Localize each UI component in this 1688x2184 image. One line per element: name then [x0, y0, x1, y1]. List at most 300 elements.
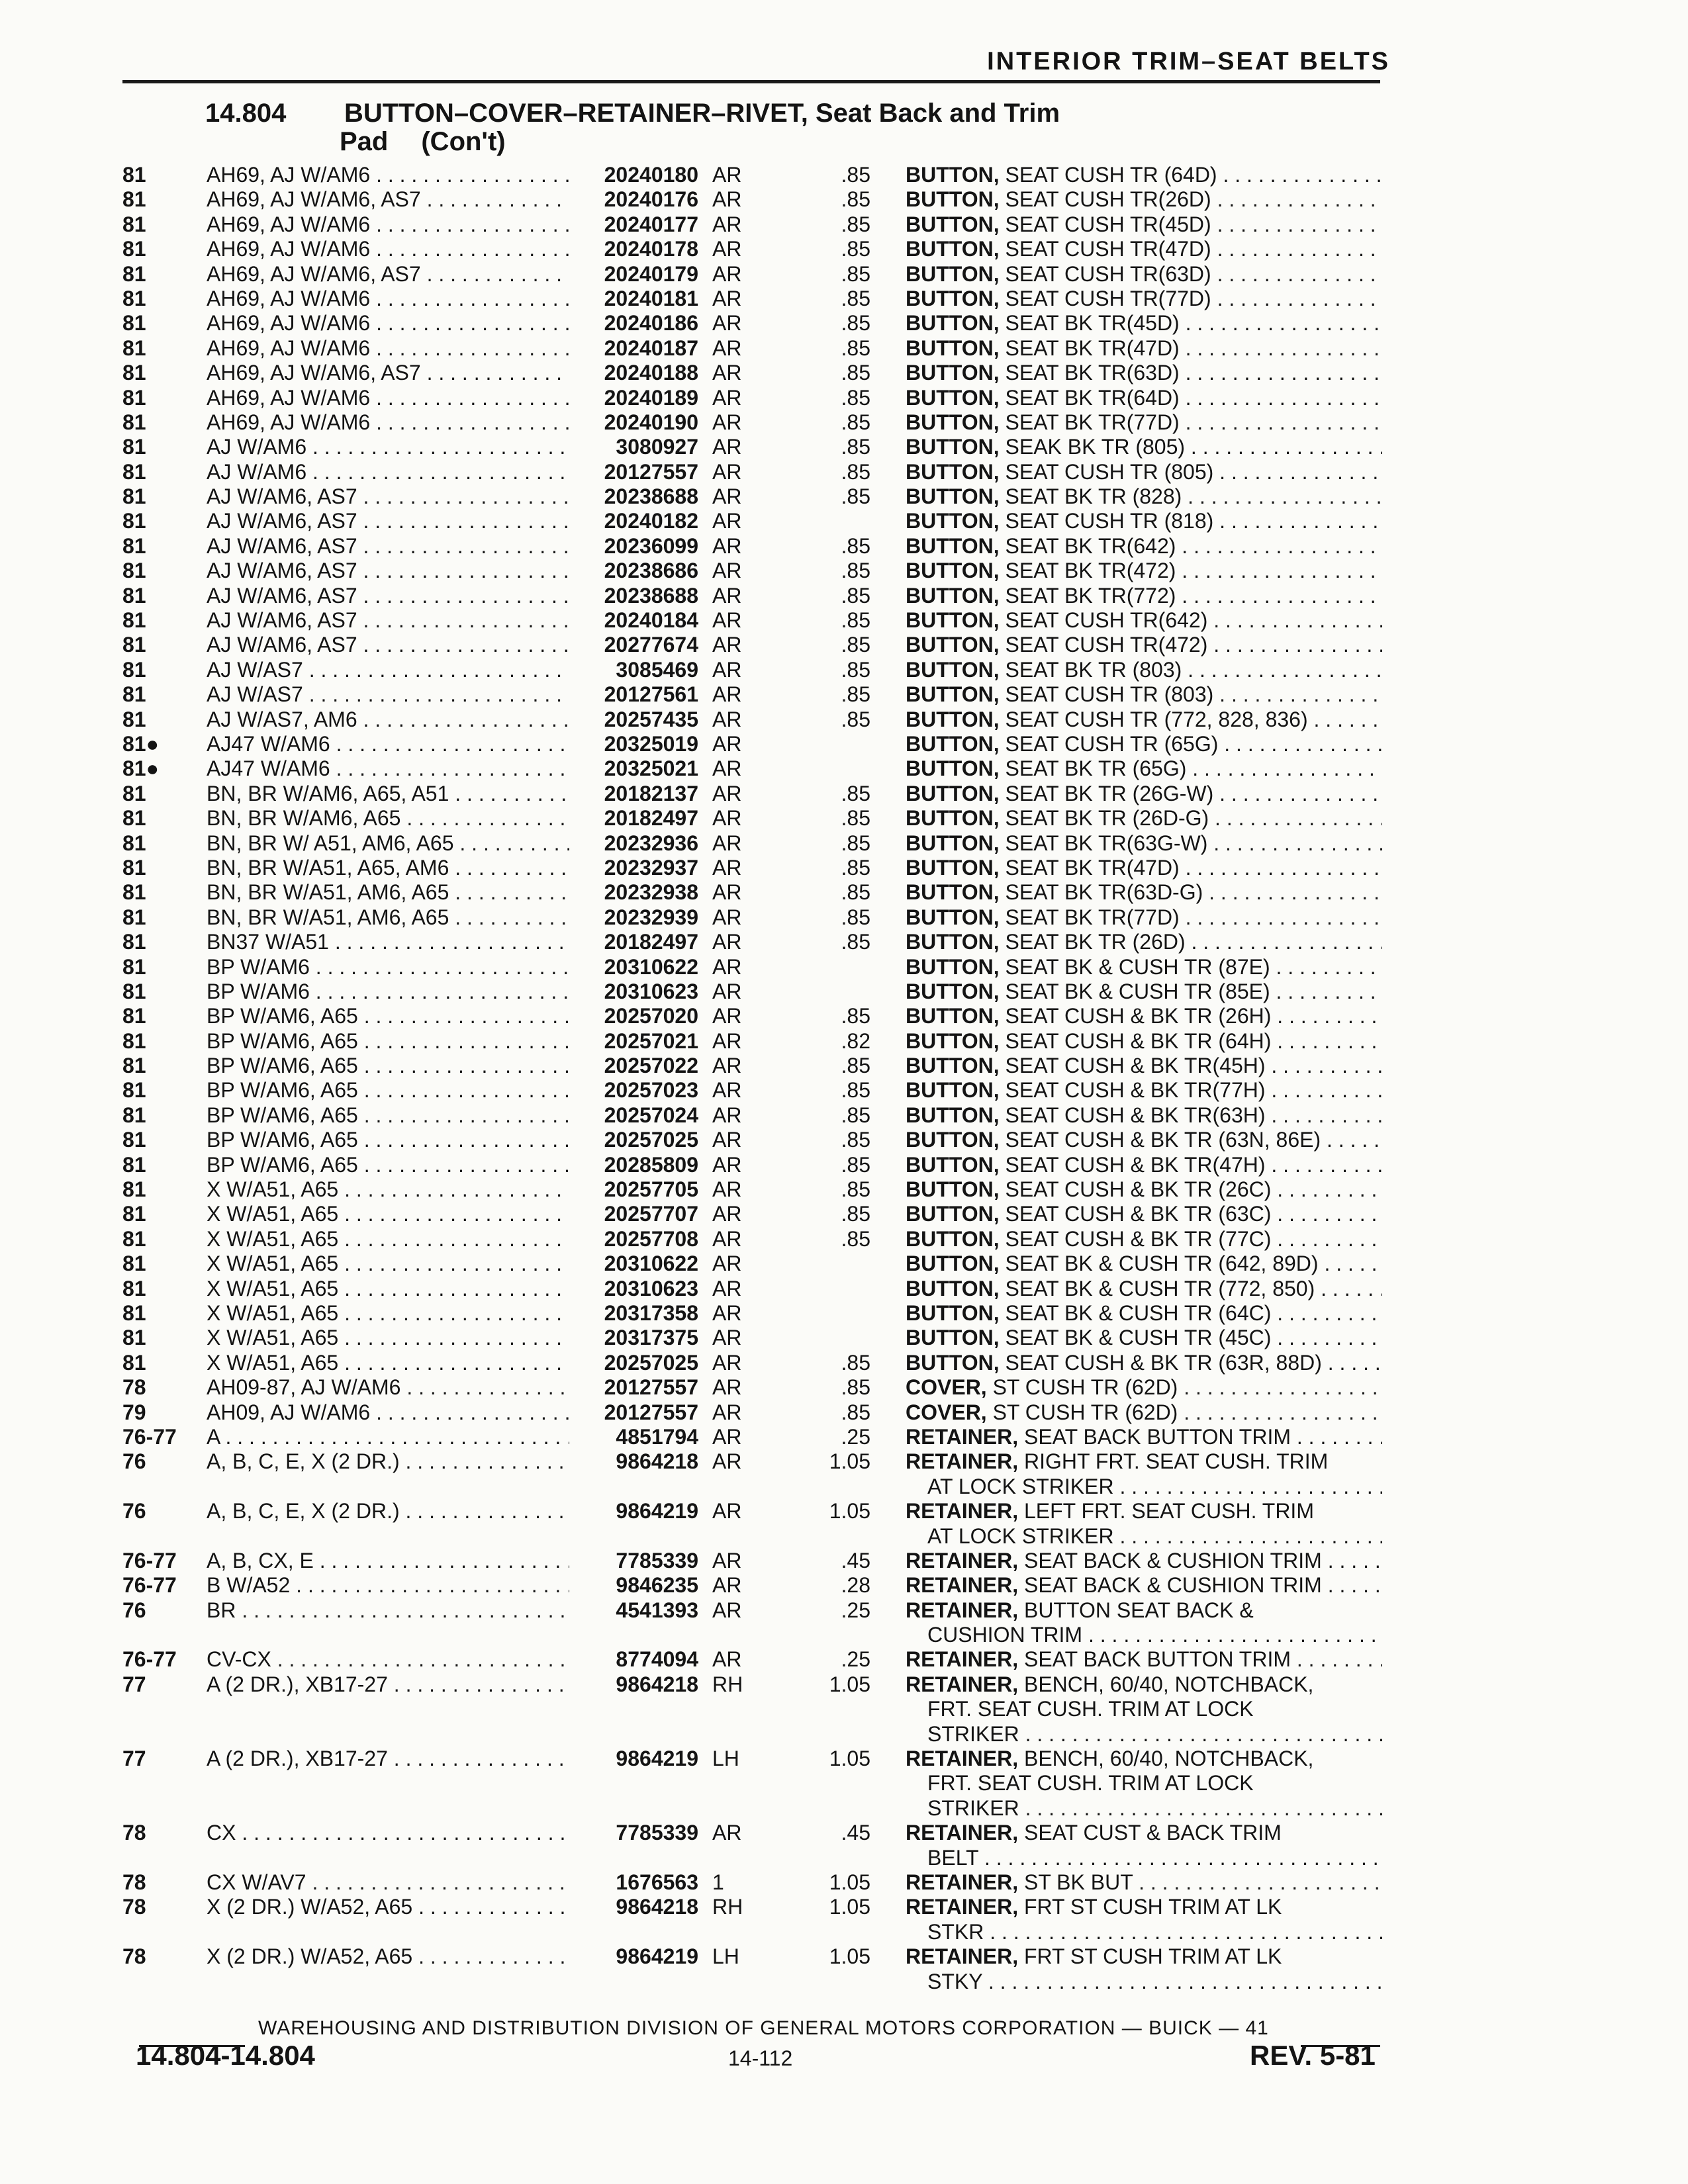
application: BP W/AM6 . . .: [207, 979, 569, 1004]
header-divider: [122, 80, 1380, 83]
application: AH69, AJ W/AM6 . . .: [207, 212, 569, 237]
figure-number: 81: [122, 1251, 146, 1276]
figure-number: 77: [122, 1672, 146, 1696]
price: .85: [841, 1103, 870, 1127]
figure-number: 81: [122, 707, 146, 731]
parts-row: [0, 559, 1688, 583]
quantity: AR: [712, 1128, 742, 1152]
quantity: AR: [712, 954, 742, 979]
description-line: [906, 1351, 1382, 1375]
quantity: AR: [712, 1028, 742, 1053]
figure-number: 78: [122, 1821, 146, 1845]
quantity: AR: [712, 1276, 742, 1300]
description-line: [906, 1202, 1382, 1226]
description: [906, 1549, 1382, 1573]
description-text: BENCH, 60/40, NOTCHBACK,: [1023, 1672, 1314, 1696]
description: [906, 1103, 1382, 1128]
description: [906, 1821, 1382, 1870]
quantity: AR: [712, 905, 742, 929]
description-line: [906, 1227, 1382, 1251]
figure-number: 81: [122, 954, 146, 979]
description-line: [906, 782, 1382, 806]
part-name: BUTTON,: [906, 1326, 1000, 1350]
description-text: SEAT BK TR(63G-W): [1005, 831, 1208, 855]
part-number: 20240178: [604, 237, 698, 261]
part-number: 20257024: [604, 1103, 698, 1127]
price: .85: [841, 880, 870, 905]
description: [906, 1054, 1382, 1078]
part-name: BUTTON,: [906, 484, 1000, 509]
part-number: 20277674: [604, 633, 698, 657]
parts-row: [0, 1647, 1688, 1672]
description: [906, 584, 1382, 608]
figure-number: 81: [122, 1028, 146, 1053]
price: .85: [841, 657, 870, 682]
description: [906, 1004, 1382, 1028]
part-number: 3080927: [616, 435, 698, 459]
description-text: ST CUSH TR (62D): [992, 1375, 1178, 1400]
description-text: AT LOCK STRIKER: [927, 1474, 1114, 1498]
quantity: AR: [712, 756, 742, 781]
figure-number: 78: [122, 1870, 146, 1895]
quantity: AR: [712, 559, 742, 583]
description: [906, 955, 1382, 979]
description-text: SEAT CUSH TR(77D): [1005, 286, 1211, 310]
description-text: SEAT BK TR(77D): [1005, 905, 1180, 929]
figure-number: 81: [122, 682, 146, 707]
description-line: [906, 262, 1382, 287]
figure-number: 81: [122, 385, 146, 410]
page-header-title: INTERIOR TRIM–SEAT BELTS: [987, 48, 1390, 75]
quantity: AR: [712, 336, 742, 360]
part-name: BUTTON,: [906, 311, 1000, 336]
parts-row: [0, 386, 1688, 410]
description: [906, 1326, 1382, 1350]
part-number: 7785339: [616, 1821, 698, 1845]
description-line: [906, 1623, 1382, 1647]
parts-row: [0, 1351, 1688, 1375]
application: X W/A51, A65 . . .: [207, 1251, 569, 1276]
parts-row: [0, 336, 1688, 361]
quantity: AR: [712, 1326, 742, 1350]
quantity: AR: [712, 163, 742, 187]
application: AH09-87, AJ W/AM6 . . .: [207, 1375, 569, 1400]
description-line: [906, 658, 1382, 682]
description-text: SEAT CUSH & BK TR (63R, 88D): [1005, 1350, 1322, 1375]
description-line: [906, 534, 1382, 559]
description-text: SEAT CUSH & BK TR(63H): [1005, 1103, 1266, 1127]
description-line: [906, 1029, 1382, 1054]
description-text: SEAT BK TR(63D): [1005, 361, 1180, 385]
figure-number: 81: [122, 806, 146, 831]
description-line: [906, 410, 1382, 435]
description-line: [906, 1475, 1382, 1499]
figure-number: 81: [122, 657, 146, 682]
part-name: BUTTON,: [906, 1152, 1000, 1177]
application: AH09, AJ W/AM6 . . .: [207, 1400, 569, 1425]
quantity: AR: [712, 608, 742, 633]
quantity: AR: [712, 410, 742, 434]
price: .85: [841, 1375, 870, 1400]
figure-number: 81: [122, 855, 146, 880]
figure-number: 79: [122, 1400, 146, 1424]
application: BP W/AM6, A65 . . .: [207, 1128, 569, 1152]
part-number: 1676563: [616, 1870, 698, 1895]
description: [906, 287, 1382, 311]
figure-number: 81: [122, 1177, 146, 1202]
application: BP W/AM6, A65 . . .: [207, 1054, 569, 1078]
parts-row: [0, 633, 1688, 657]
description-line: [906, 930, 1382, 954]
description-text: ST CUSH TR (62D): [992, 1400, 1178, 1424]
quantity: AR: [712, 1350, 742, 1375]
description: [906, 608, 1382, 633]
part-name: BUTTON,: [906, 831, 1000, 855]
part-number: 20232939: [604, 905, 698, 929]
quantity: AR: [712, 633, 742, 657]
description-text: BELT: [927, 1845, 979, 1870]
quantity: AR: [712, 1152, 742, 1177]
figure-number: 76-77: [122, 1647, 177, 1672]
description: [906, 386, 1382, 410]
part-number: 20182497: [604, 806, 698, 831]
application: AH69, AJ W/AM6 . . .: [207, 237, 569, 261]
figure-number: 81: [122, 583, 146, 608]
description-line: [906, 435, 1382, 459]
description: [906, 212, 1382, 237]
part-number: 9846235: [616, 1573, 698, 1598]
description-text: SEAT CUSH TR(472): [1005, 633, 1208, 657]
description-line: [906, 979, 1382, 1004]
parts-row: [0, 1128, 1688, 1152]
part-number: 8774094: [616, 1647, 698, 1672]
description-line: [906, 707, 1382, 732]
part-number: 9864219: [616, 1499, 698, 1524]
description-line: [906, 1970, 1382, 1994]
description-text: SEAT BK & CUSH TR (85E): [1005, 979, 1270, 1003]
parts-row: [0, 212, 1688, 237]
description-line: [906, 1895, 1382, 1919]
description: [906, 509, 1382, 533]
description: [906, 534, 1382, 559]
description: [906, 1029, 1382, 1054]
part-number: 7785339: [616, 1548, 698, 1572]
part-number: 9864218: [616, 1672, 698, 1696]
price: .85: [841, 905, 870, 929]
application: AH69, AJ W/AM6, AS7 . . .: [207, 262, 569, 287]
application: A, B, C, E, X (2 DR.) . . .: [207, 1499, 569, 1524]
quantity: LH: [712, 1747, 739, 1771]
figure-number: 81: [122, 286, 146, 310]
quantity: AR: [712, 707, 742, 731]
part-number: 20240188: [604, 361, 698, 385]
price: .85: [841, 533, 870, 558]
price: .45: [841, 1548, 870, 1572]
description: [906, 1351, 1382, 1375]
description-line: [906, 386, 1382, 410]
figure-number: 78: [122, 1895, 146, 1919]
description-line: [906, 1821, 1382, 1845]
parts-row: [0, 979, 1688, 1004]
description: [906, 633, 1382, 657]
price: .25: [841, 1424, 870, 1449]
application: AJ W/AS7, AM6 . . .: [207, 707, 569, 732]
description-line: [906, 1277, 1382, 1301]
part-number: 20127557: [604, 459, 698, 484]
price: .85: [841, 806, 870, 831]
application: AH69, AJ W/AM6, AS7 . . .: [207, 187, 569, 212]
parts-row: [0, 534, 1688, 559]
part-name: BUTTON,: [906, 682, 1000, 707]
part-name: RETAINER,: [906, 1870, 1019, 1895]
description: [906, 1598, 1382, 1648]
part-number: 9864218: [616, 1895, 698, 1919]
parts-row: [0, 1549, 1688, 1573]
price: .85: [841, 237, 870, 261]
part-number: 20238688: [604, 583, 698, 608]
part-number: 9864218: [616, 1449, 698, 1474]
part-number: 20236099: [604, 533, 698, 558]
application: AJ W/AM6 . . .: [207, 460, 569, 484]
description-line: [906, 1251, 1382, 1276]
description-line: [906, 361, 1382, 385]
parts-row: [0, 187, 1688, 212]
price: .85: [841, 361, 870, 385]
description-text: SEAT BK TR(772): [1005, 583, 1176, 608]
part-name: BUTTON,: [906, 1078, 1000, 1103]
quantity: AR: [712, 385, 742, 410]
application: AH69, AJ W/AM6 . . .: [207, 410, 569, 435]
price: .85: [841, 187, 870, 212]
part-name: RETAINER,: [906, 1573, 1019, 1598]
part-number: 20240176: [604, 187, 698, 212]
application: AH69, AJ W/AM6 . . .: [207, 336, 569, 361]
part-number: 20257022: [604, 1054, 698, 1078]
price: .85: [841, 212, 870, 236]
parts-row: [0, 856, 1688, 880]
figure-number: 76: [122, 1499, 146, 1524]
application: AJ W/AS7 . . .: [207, 682, 569, 707]
parts-row: [0, 1821, 1688, 1870]
part-number: 20317375: [604, 1326, 698, 1350]
figure-number: 81: [122, 880, 146, 905]
description-line: [906, 732, 1382, 756]
parts-row: [0, 1004, 1688, 1028]
quantity: AR: [712, 361, 742, 385]
figure-number: 81●: [122, 756, 159, 781]
description-line: [906, 237, 1382, 261]
application: AH69, AJ W/AM6 . . .: [207, 287, 569, 311]
description-line: [906, 1499, 1382, 1524]
part-name: BUTTON,: [906, 954, 1000, 979]
price: .85: [841, 1004, 870, 1028]
price: 1.05: [829, 1747, 870, 1771]
application: AH69, AJ W/AM6 . . .: [207, 386, 569, 410]
parts-row: [0, 806, 1688, 831]
part-number: 20240182: [604, 509, 698, 533]
part-name: BUTTON,: [906, 979, 1000, 1003]
part-name: BUTTON,: [906, 1004, 1000, 1028]
figure-number: 81: [122, 361, 146, 385]
part-name: BUTTON,: [906, 509, 1000, 533]
quantity: AR: [712, 1202, 742, 1226]
description-line: [906, 806, 1382, 831]
price: .85: [841, 1226, 870, 1251]
description-text: SEAT CUSH & BK TR(77H): [1005, 1078, 1266, 1103]
part-number: 20240189: [604, 385, 698, 410]
parts-row: [0, 732, 1688, 756]
description-line: [906, 559, 1382, 583]
description: [906, 1202, 1382, 1226]
description-text: SEAT CUSH & BK TR (63N, 86E): [1005, 1128, 1321, 1152]
description-line: [906, 1920, 1382, 1944]
parts-row: [0, 435, 1688, 459]
parts-row: [0, 880, 1688, 905]
price: .82: [841, 1028, 870, 1053]
part-name: BUTTON,: [906, 1103, 1000, 1127]
description-line: [906, 1425, 1382, 1449]
part-number: 20310622: [604, 1251, 698, 1276]
part-name: COVER,: [906, 1375, 987, 1400]
quantity: AR: [712, 1375, 742, 1400]
quantity: AR: [712, 1004, 742, 1028]
description: [906, 1895, 1382, 1944]
figure-number: 81: [122, 163, 146, 187]
description-line: [906, 1128, 1382, 1152]
parts-row: [0, 484, 1688, 509]
description-text: SEAT BK & CUSH TR (64C): [1005, 1300, 1272, 1325]
part-number: 9864219: [616, 1747, 698, 1771]
figure-number: 76-77: [122, 1424, 177, 1449]
application: BP W/AM6, A65 . . .: [207, 1078, 569, 1103]
quantity: AR: [712, 583, 742, 608]
description-line: [906, 831, 1382, 856]
description-line: [906, 1870, 1382, 1895]
description: [906, 930, 1382, 954]
figure-number: 76: [122, 1449, 146, 1474]
description-text: SEAT BK & CUSH TR (87E): [1005, 954, 1270, 979]
description-text: STKY: [927, 1969, 982, 1993]
price: .85: [841, 435, 870, 459]
application: BN, BR W/A51, A65, AM6 . . .: [207, 856, 569, 880]
quantity: AR: [712, 212, 742, 236]
quantity: AR: [712, 509, 742, 533]
parts-row: [0, 658, 1688, 682]
part-name: BUTTON,: [906, 707, 1000, 731]
application: B W/A52 . . .: [207, 1573, 569, 1598]
description-line: [906, 1697, 1382, 1721]
description-text: SEAT CUSH TR (64D): [1005, 163, 1217, 187]
part-name: BUTTON,: [906, 806, 1000, 831]
application: BN, BR W/AM6, A65 . . .: [207, 806, 569, 831]
description-line: [906, 460, 1382, 484]
description: [906, 262, 1382, 287]
quantity: AR: [712, 1226, 742, 1251]
description-text: SEAT BK & CUSH TR (772, 850): [1005, 1276, 1315, 1300]
application: X W/A51, A65 . . .: [207, 1202, 569, 1226]
description: [906, 732, 1382, 756]
quantity: AR: [712, 459, 742, 484]
part-number: 20310623: [604, 979, 698, 1003]
description-line: [906, 1672, 1382, 1697]
part-name: RETAINER,: [906, 1895, 1019, 1919]
description-line: [906, 1177, 1382, 1202]
figure-number: 81: [122, 459, 146, 484]
part-name: BUTTON,: [906, 930, 1000, 954]
description: [906, 1499, 1382, 1549]
quantity: AR: [712, 1103, 742, 1127]
parts-row: [0, 1747, 1688, 1821]
price: .85: [841, 930, 870, 954]
application: X (2 DR.) W/A52, A65 . . .: [207, 1944, 569, 1969]
description-text: SEAT BK TR (65G): [1005, 756, 1187, 781]
figure-number: 81: [122, 336, 146, 360]
parts-row: [0, 1251, 1688, 1276]
price: 1.05: [829, 1499, 870, 1524]
quantity: AR: [712, 484, 742, 509]
figure-number: 81: [122, 930, 146, 954]
figure-number: 81: [122, 1226, 146, 1251]
part-name: RETAINER,: [906, 1598, 1019, 1622]
description: [906, 979, 1382, 1004]
parts-row: [0, 1672, 1688, 1747]
figure-number: 77: [122, 1747, 146, 1771]
price: .85: [841, 385, 870, 410]
parts-row: [0, 1153, 1688, 1177]
quantity: AR: [712, 1300, 742, 1325]
parts-row: [0, 1277, 1688, 1301]
figure-number: 78: [122, 1944, 146, 1969]
description: [906, 856, 1382, 880]
part-name: BUTTON,: [906, 336, 1000, 360]
part-name: BUTTON,: [906, 583, 1000, 608]
parts-row: [0, 905, 1688, 930]
parts-row: [0, 262, 1688, 287]
description-line: [906, 955, 1382, 979]
figure-number: 81: [122, 187, 146, 212]
footer-section-range: 14.804-14.804: [136, 2040, 315, 2071]
description-text: STRIKER: [927, 1721, 1019, 1746]
price: .85: [841, 459, 870, 484]
description-line: [906, 756, 1382, 781]
part-number: 20257707: [604, 1202, 698, 1226]
quantity: AR: [712, 880, 742, 905]
figure-number: 81: [122, 1276, 146, 1300]
description: [906, 1153, 1382, 1177]
part-name: BUTTON,: [906, 459, 1000, 484]
application: BN37 W/A51 . . .: [207, 930, 569, 954]
description-text: LEFT FRT. SEAT CUSH. TRIM: [1023, 1499, 1314, 1524]
part-number: 20240180: [604, 163, 698, 187]
figure-number: 81: [122, 1350, 146, 1375]
price: .85: [841, 336, 870, 360]
part-name: BUTTON,: [906, 608, 1000, 633]
application: A (2 DR.), XB17-27 . . .: [207, 1672, 569, 1697]
description: [906, 484, 1382, 509]
parts-row: [0, 1103, 1688, 1128]
part-name: BUTTON,: [906, 212, 1000, 236]
quantity: AR: [712, 1647, 742, 1672]
part-name: BUTTON,: [906, 163, 1000, 187]
section-number: 14.804: [205, 99, 287, 128]
parts-row: [0, 237, 1688, 261]
description-line: [906, 1301, 1382, 1326]
description-text: SEAT BK TR(63D-G): [1005, 880, 1203, 905]
description-text: SEAT CUSH TR(642): [1005, 608, 1208, 633]
part-number: 20232936: [604, 831, 698, 855]
description-line: [906, 633, 1382, 657]
figure-number: 81: [122, 608, 146, 633]
